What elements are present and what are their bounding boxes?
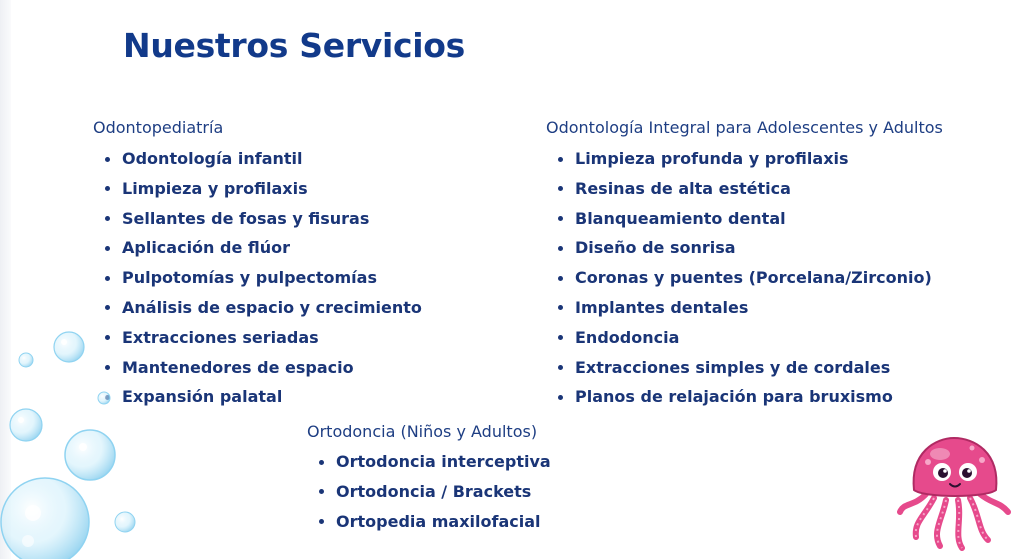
adult-heading: Odontología Integral para Adolescentes y Adultos <box>546 118 943 137</box>
list-item: Pulpotomías y pulpectomías <box>93 263 422 293</box>
list-item: Endodoncia <box>546 323 943 353</box>
bubble-shapes <box>1 332 135 559</box>
list-item: Implantes dentales <box>546 293 943 323</box>
adult-list <box>546 144 943 412</box>
list-item: Expansión palatal <box>93 382 422 412</box>
list-item: Planos de relajación para bruxismo <box>546 382 943 412</box>
list-item: Ortodoncia interceptiva <box>307 447 551 477</box>
list-item: Ortopedia maxilofacial <box>307 507 551 537</box>
list-item: Ortodoncia / Brackets <box>307 477 551 507</box>
list-item: Extracciones simples y de cordales <box>546 353 943 383</box>
orthodontics-section <box>307 422 551 536</box>
adult-section <box>546 118 943 412</box>
page-title: Nuestros Servicios <box>123 26 466 65</box>
list-item: Mantenedores de espacio <box>93 353 422 383</box>
list-item: Extracciones seriadas <box>93 323 422 353</box>
bubbles-icon <box>0 0 160 559</box>
jellyfish-tentacles <box>900 494 1008 548</box>
list-item: Diseño de sonrisa <box>546 233 943 263</box>
list-item: Análisis de espacio y crecimiento <box>93 293 422 323</box>
jellyfish-mascot-icon <box>896 432 1014 554</box>
pediatric-heading: Odontopediatría <box>93 118 224 137</box>
list-item: Sellantes de fosas y fisuras <box>93 204 422 234</box>
list-item: Blanqueamiento dental <box>546 204 943 234</box>
orthodontics-list <box>307 447 551 536</box>
list-item: Coronas y puentes (Porcelana/Zirconio) <box>546 263 943 293</box>
list-item: Limpieza y profilaxis <box>93 174 422 204</box>
orthodontics-heading: Ortodoncia (Niños y Adultos) <box>307 422 538 441</box>
list-item: Aplicación de flúor <box>93 233 422 263</box>
list-item: Limpieza profunda y profilaxis <box>546 144 943 174</box>
list-item: Resinas de alta estética <box>546 174 943 204</box>
list-item: Odontología infantil <box>93 144 422 174</box>
